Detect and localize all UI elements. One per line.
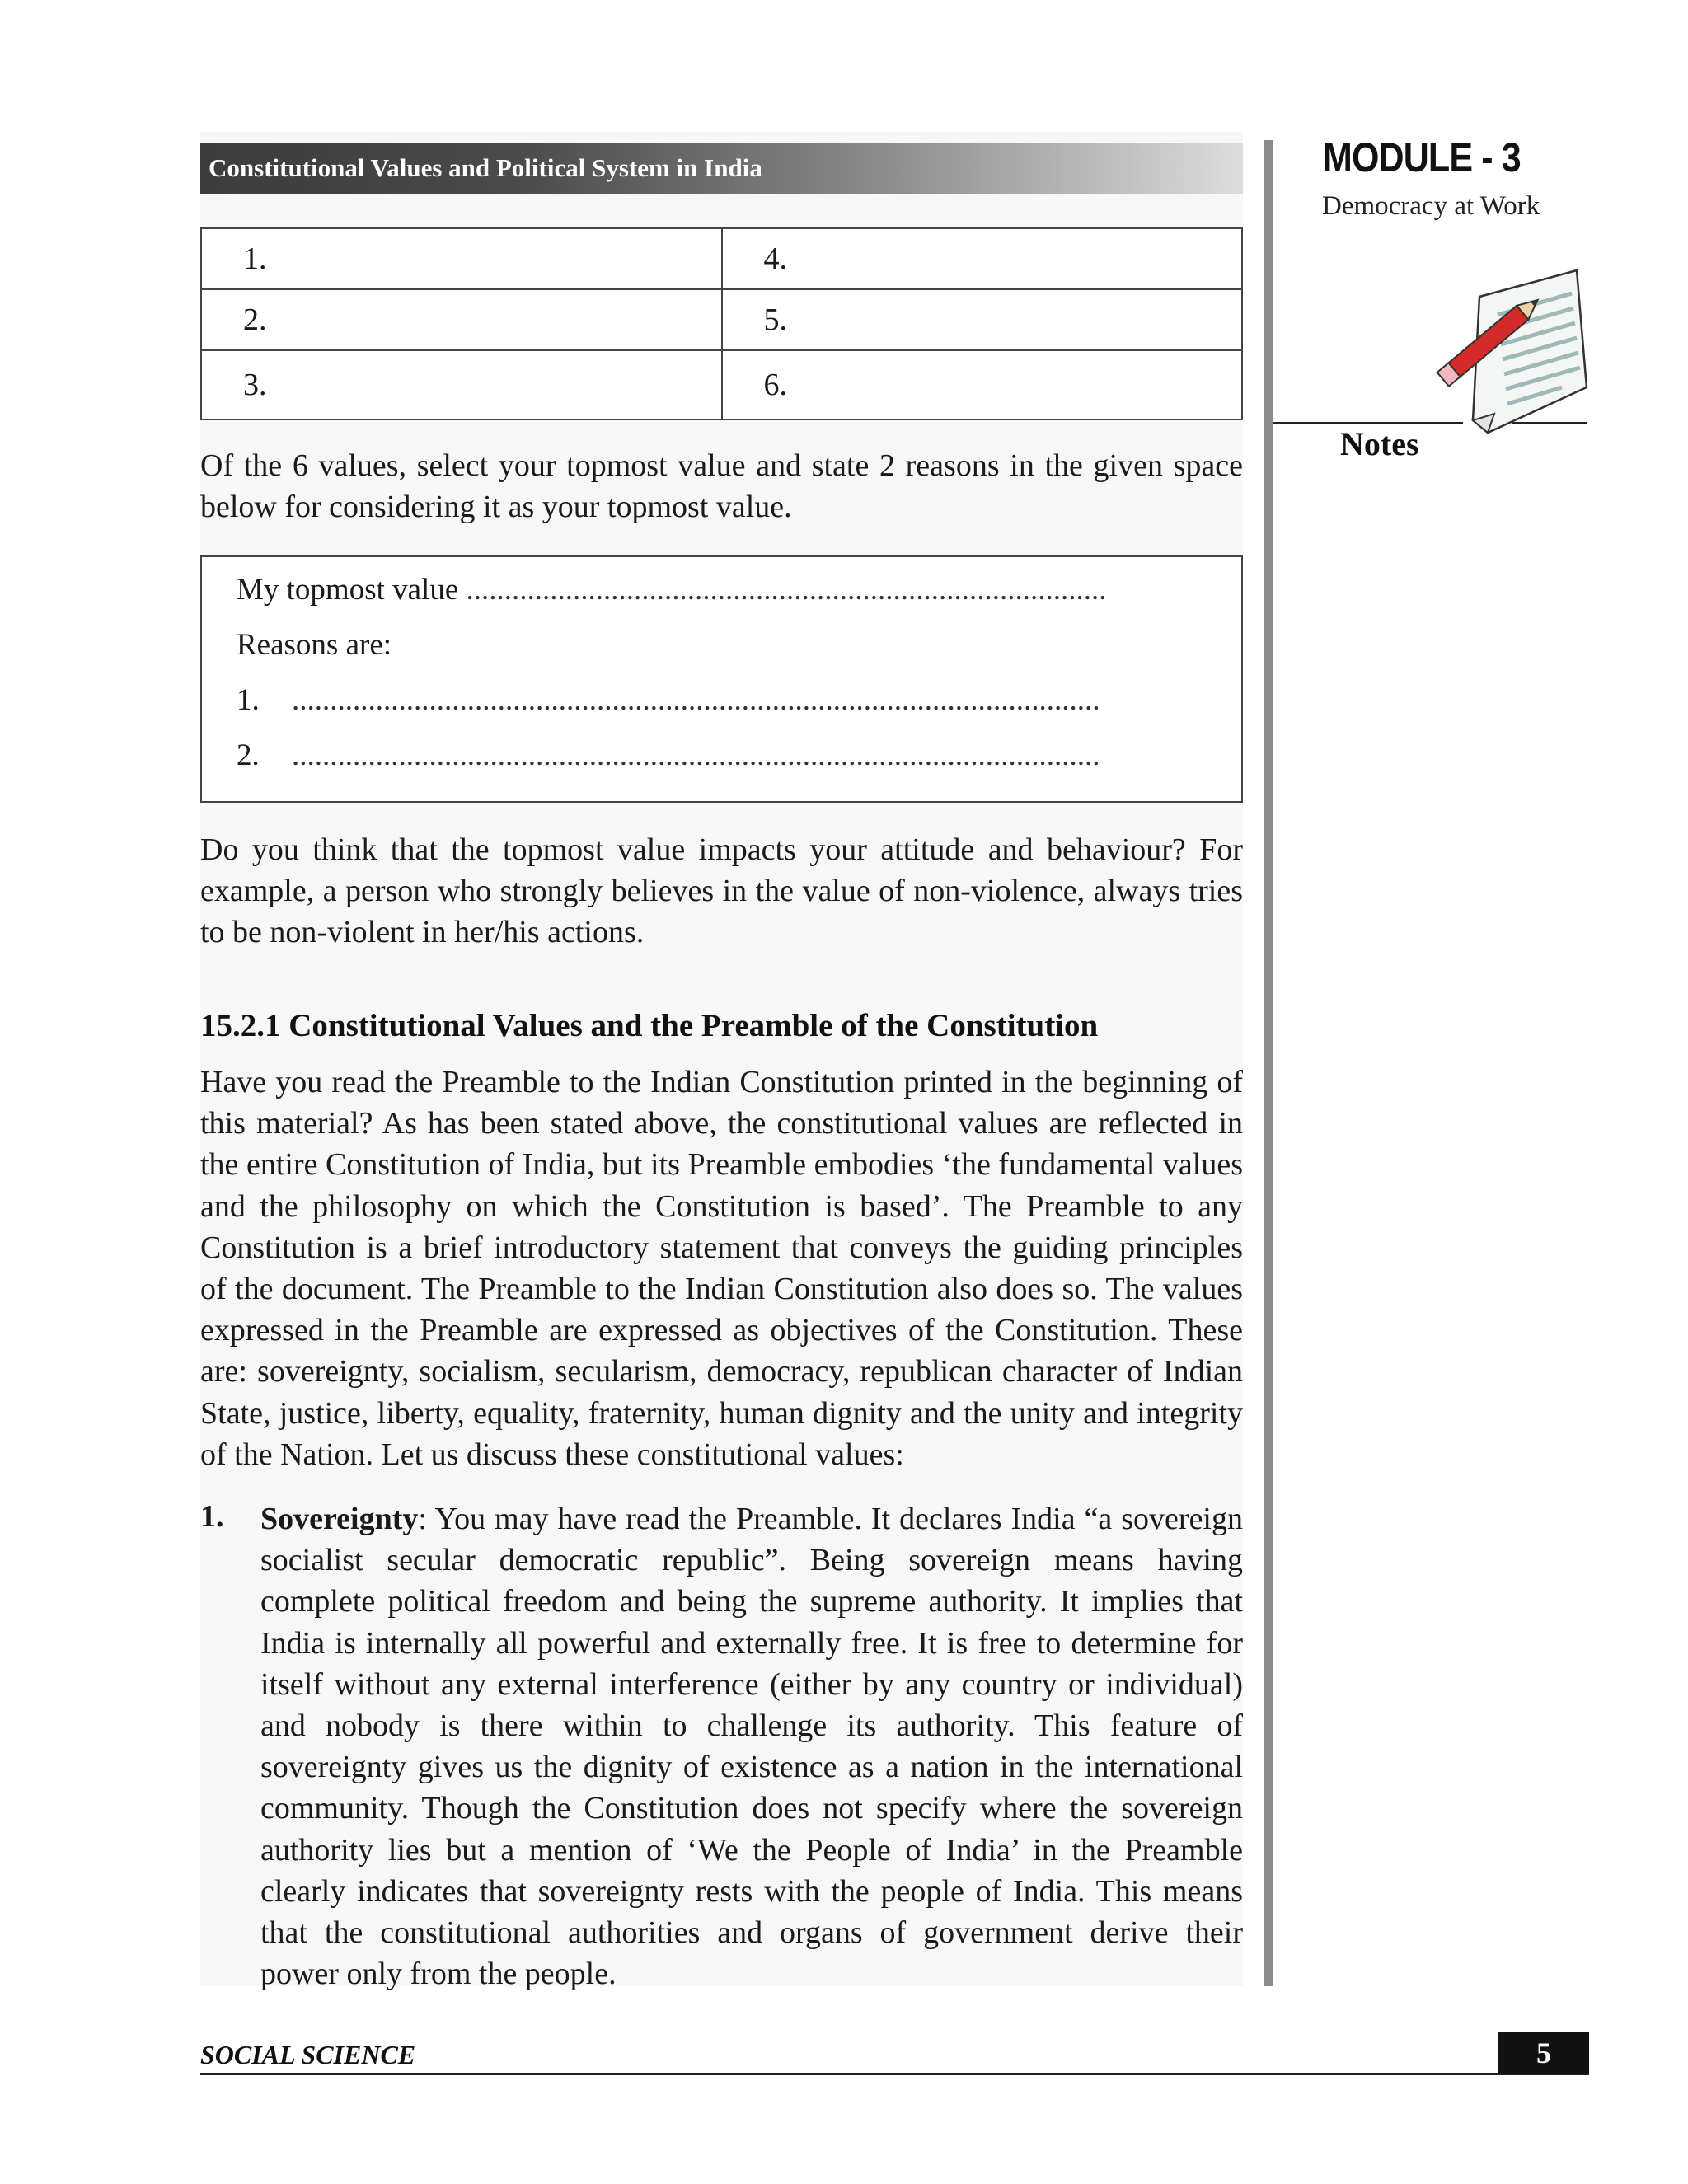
section-heading: 15.2.1 Constitutional Values and the Preamble of the Constitution — [200, 1008, 1099, 1043]
values-table — [200, 227, 1243, 420]
list-item — [260, 1498, 1243, 1994]
table-cell: 2. — [201, 289, 722, 350]
notes-label: Notes — [1340, 425, 1419, 462]
reason-dots: .......................................................................................................... — [292, 683, 1100, 717]
module-title: MODULE - 3 — [1323, 134, 1521, 180]
select-value-paragraph: Of the 6 values, select your topmost value and state 2 reasons in the given space below for considering it as your topmost value. — [200, 448, 1243, 525]
table-cell: 1. — [201, 228, 722, 289]
topmost-value-label: My topmost value — [237, 573, 459, 607]
footer-rule — [200, 2073, 1589, 2075]
running-header — [200, 143, 1243, 194]
table-cell: 4. — [722, 228, 1243, 289]
table-row — [201, 289, 1242, 350]
reason-number: 2. — [237, 738, 260, 772]
notes-pencil-icon — [1430, 264, 1591, 453]
list-item-number: 1. — [200, 1499, 224, 1534]
reason-number: 1. — [237, 683, 260, 717]
margin-divider — [1264, 140, 1273, 1986]
list-item-text: : You may have read the Preamble. It declares India “a sovereign socialist secular democratic republic”. Being sovereign means having complete political freedom and being the supreme authority. It implies that India is internally all powerful and externally free. It is free to determine for itself without any external interference (either by any country or individual) and nobody is there within to challenge its authority. This feature of sovereignty gives us the dignity of existence as a nation in the international community. Though the Constitution does not specify where the sovereign authority lies but a mention of ‘We the People of India’ in the Preamble clearly indicates that sovereignty rests with the people of India. This means that the constitutional authorities and organs of government derive their power only from the people. — [260, 1502, 1243, 1992]
reason-line-1 — [237, 682, 1184, 718]
topmost-value-dots: .................................................................................... — [466, 573, 1107, 607]
table-cell: 5. — [722, 289, 1243, 350]
reason-line-2 — [237, 738, 1184, 773]
table-row — [201, 350, 1242, 419]
attitude-paragraph: Do you think that the topmost value impacts your attitude and behaviour? For example, a person who strongly believes in the value of non-violence, always tries to be non-violent in her/his actions. — [200, 832, 1243, 950]
module-subtitle: Democracy at Work — [1322, 191, 1540, 221]
preamble-paragraph: Have you read the Preamble to the Indian Constitution printed in the beginning of this material? As has been stated above, the constitutional values are reflected in the entire Constitution of India, but its Preamble embodies ‘the fundamental values and the philosophy on which the Constitution is based’. The Preamble to any Constitution is a brief introductory statement that conveys the guiding principles of the document. The Preamble to the Indian Constitution also does so. The values expressed in the Preamble are expressed as objectives of the Constitution. These are: sovereignty, socialism, secularism, democracy, republican character of Indian State, justice, liberty, equality, fraternity, human dignity and the unity and integrity of the Nation. Let us discuss these constitutional values: — [200, 1065, 1243, 1472]
table-cell: 3. — [201, 350, 722, 419]
table-row — [201, 228, 1242, 289]
topmost-value-line — [237, 572, 1184, 607]
answer-box — [200, 555, 1243, 803]
page-number: 5 — [1498, 2032, 1589, 2074]
reason-dots: .......................................................................................................... — [292, 738, 1100, 772]
list-item-term: Sovereignty — [260, 1502, 419, 1536]
footer-label: SOCIAL SCIENCE — [200, 2040, 416, 2069]
running-header-title: Constitutional Values and Political System in India — [209, 153, 762, 182]
reasons-label: Reasons are: — [237, 628, 392, 662]
table-cell: 6. — [722, 350, 1243, 419]
